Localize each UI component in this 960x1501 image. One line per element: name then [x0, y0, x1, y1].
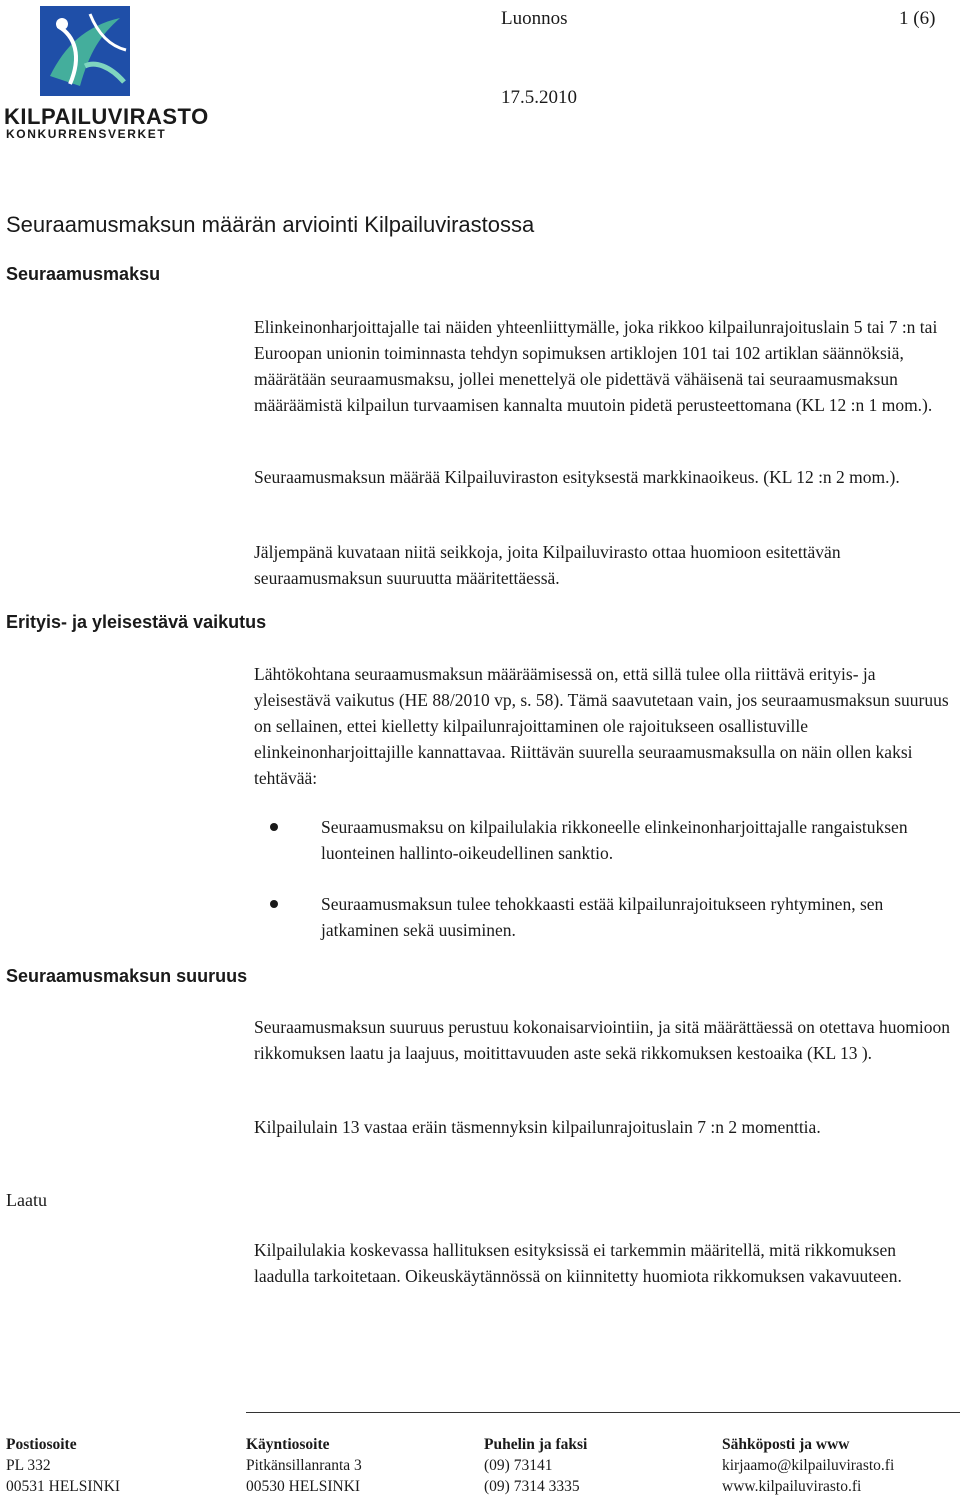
paragraph-2: Seuraamusmaksun määrää Kilpailuviraston esityksestä markkinaoikeus. (KL 12 :n 2 mom.). [254, 467, 900, 487]
bullet-dot [270, 823, 278, 831]
paragraph-7: Kilpailulakia koskevassa hallituksen esityksissä ei tarkemmin määritellä, mitä rikkomuksen laadulla tarkoitetaan. Oikeuskäytännössä on kiinnitetty huomiota rikkomuksen vakavuuteen. [254, 1240, 902, 1286]
paragraph-5: Seuraamusmaksun suuruus perustuu kokonaisarviointiin, ja sitä määrättäessä on otettava huomioon rikkomuksen laatu ja laajuus, moitittavuuden aste sekä rikkomuksen kestoaika (KL 13 ). [254, 1017, 950, 1063]
footer-phone-line1: (09) 73141 [484, 1457, 553, 1474]
bullet-text: Seuraamusmaksu on kilpailulakia rikkoneelle elinkeinonharjoittajalle rangaistuksen luonteinen hallinto-oikeudellinen sanktio. [321, 817, 908, 863]
footer-phone-line2: (09) 7314 3335 [484, 1478, 580, 1495]
footer-postal [6, 1434, 120, 1497]
footer-postal-line1: PL 332 [6, 1457, 51, 1474]
kilpailuvirasto-logo [40, 6, 130, 96]
paragraph-1: Elinkeinonharjoittajalle tai näiden yhteenliittymälle, joka rikkoo kilpailunrajoituslain 5 tai 7 :n tai Euroopan unionin toiminnasta tehdyn sopimuksen artiklojen 101 tai 102 artiklan säännöksiä, määrätään seuraamusmaksu, jollei menettelyä ole pidettävä vähäisenä tai seuraamusmaksun määräämistä kilpailun turvaamisen kannalta muutoin pidetä perusteettomana (KL 12 :n 1 mom.). [254, 317, 938, 415]
footer-postal-line2: 00531 HELSINKI [6, 1478, 121, 1495]
bullet-item-2 [270, 891, 954, 943]
footer-email [722, 1434, 894, 1497]
bullet-text: Seuraamusmaksun tulee tehokkaasti estää kilpailunrajoitukseen ryhtyminen, sen jatkaminen sekä uusiminen. [321, 894, 884, 940]
logo-dot [56, 18, 68, 30]
bullet-item-1 [270, 814, 954, 866]
draft-status: Luonnos [501, 8, 568, 29]
footer-email-heading: Sähköposti ja www [722, 1436, 850, 1453]
heading-seuraamusmaksu: Seuraamusmaksu [6, 264, 161, 284]
footer-email-line1: kirjaamo@kilpailuvirasto.fi [722, 1457, 895, 1474]
footer-divider [246, 1412, 960, 1413]
footer-postal-heading: Postiosoite [6, 1436, 77, 1453]
footer-visit [246, 1434, 362, 1497]
logo-subname: KONKURRENSVERKET [6, 127, 167, 141]
footer-visit-line2: 00530 HELSINKI [246, 1478, 361, 1495]
document-date: 17.5.2010 [501, 87, 577, 108]
footer-phone-heading: Puhelin ja faksi [484, 1436, 588, 1453]
logo-name: KILPAILUVIRASTO [4, 104, 209, 129]
footer-website: www.kilpailuvirasto.fi [722, 1478, 862, 1495]
page-number: 1 (6) [899, 8, 936, 29]
footer-visit-heading: Käyntiosoite [246, 1436, 330, 1453]
heading-erityis-yleisestava: Erityis- ja yleisestävä vaikutus [6, 612, 267, 632]
paragraph-6: Kilpailulain 13 vastaa eräin täsmennyksin kilpailunrajoituslain 7 :n 2 momenttia. [254, 1117, 821, 1137]
heading-laatu: Laatu [6, 1190, 47, 1210]
document-title: Seuraamusmaksun määrän arviointi Kilpailuvirastossa [6, 212, 535, 237]
footer-phone [484, 1434, 587, 1497]
paragraph-3: Jäljempänä kuvataan niitä seikkoja, joita Kilpailuvirasto ottaa huomioon esitettävän seuraamusmaksun suuruutta määritettäessä. [254, 542, 841, 588]
heading-suuruus: Seuraamusmaksun suuruus [6, 966, 248, 986]
paragraph-4: Lähtökohtana seuraamusmaksun määräämisessä on, että sillä tulee olla riittävä erityis- ja yleisestävä vaikutus (HE 88/2010 vp, s. 58). Tämä saavutetaan vain, jos seuraamusmaksun suuruus on sellainen, ettei kielletty kilpailunrajoittaminen ole rajoitukseen osallistuville elinkeinonharjoittajille kannattavaa. Riittävän suurella seuraamusmaksulla on näin ollen kaksi tehtävää: [254, 664, 949, 788]
footer-visit-line1: Pitkänsillanranta 3 [246, 1457, 362, 1474]
bullet-dot [270, 900, 278, 908]
